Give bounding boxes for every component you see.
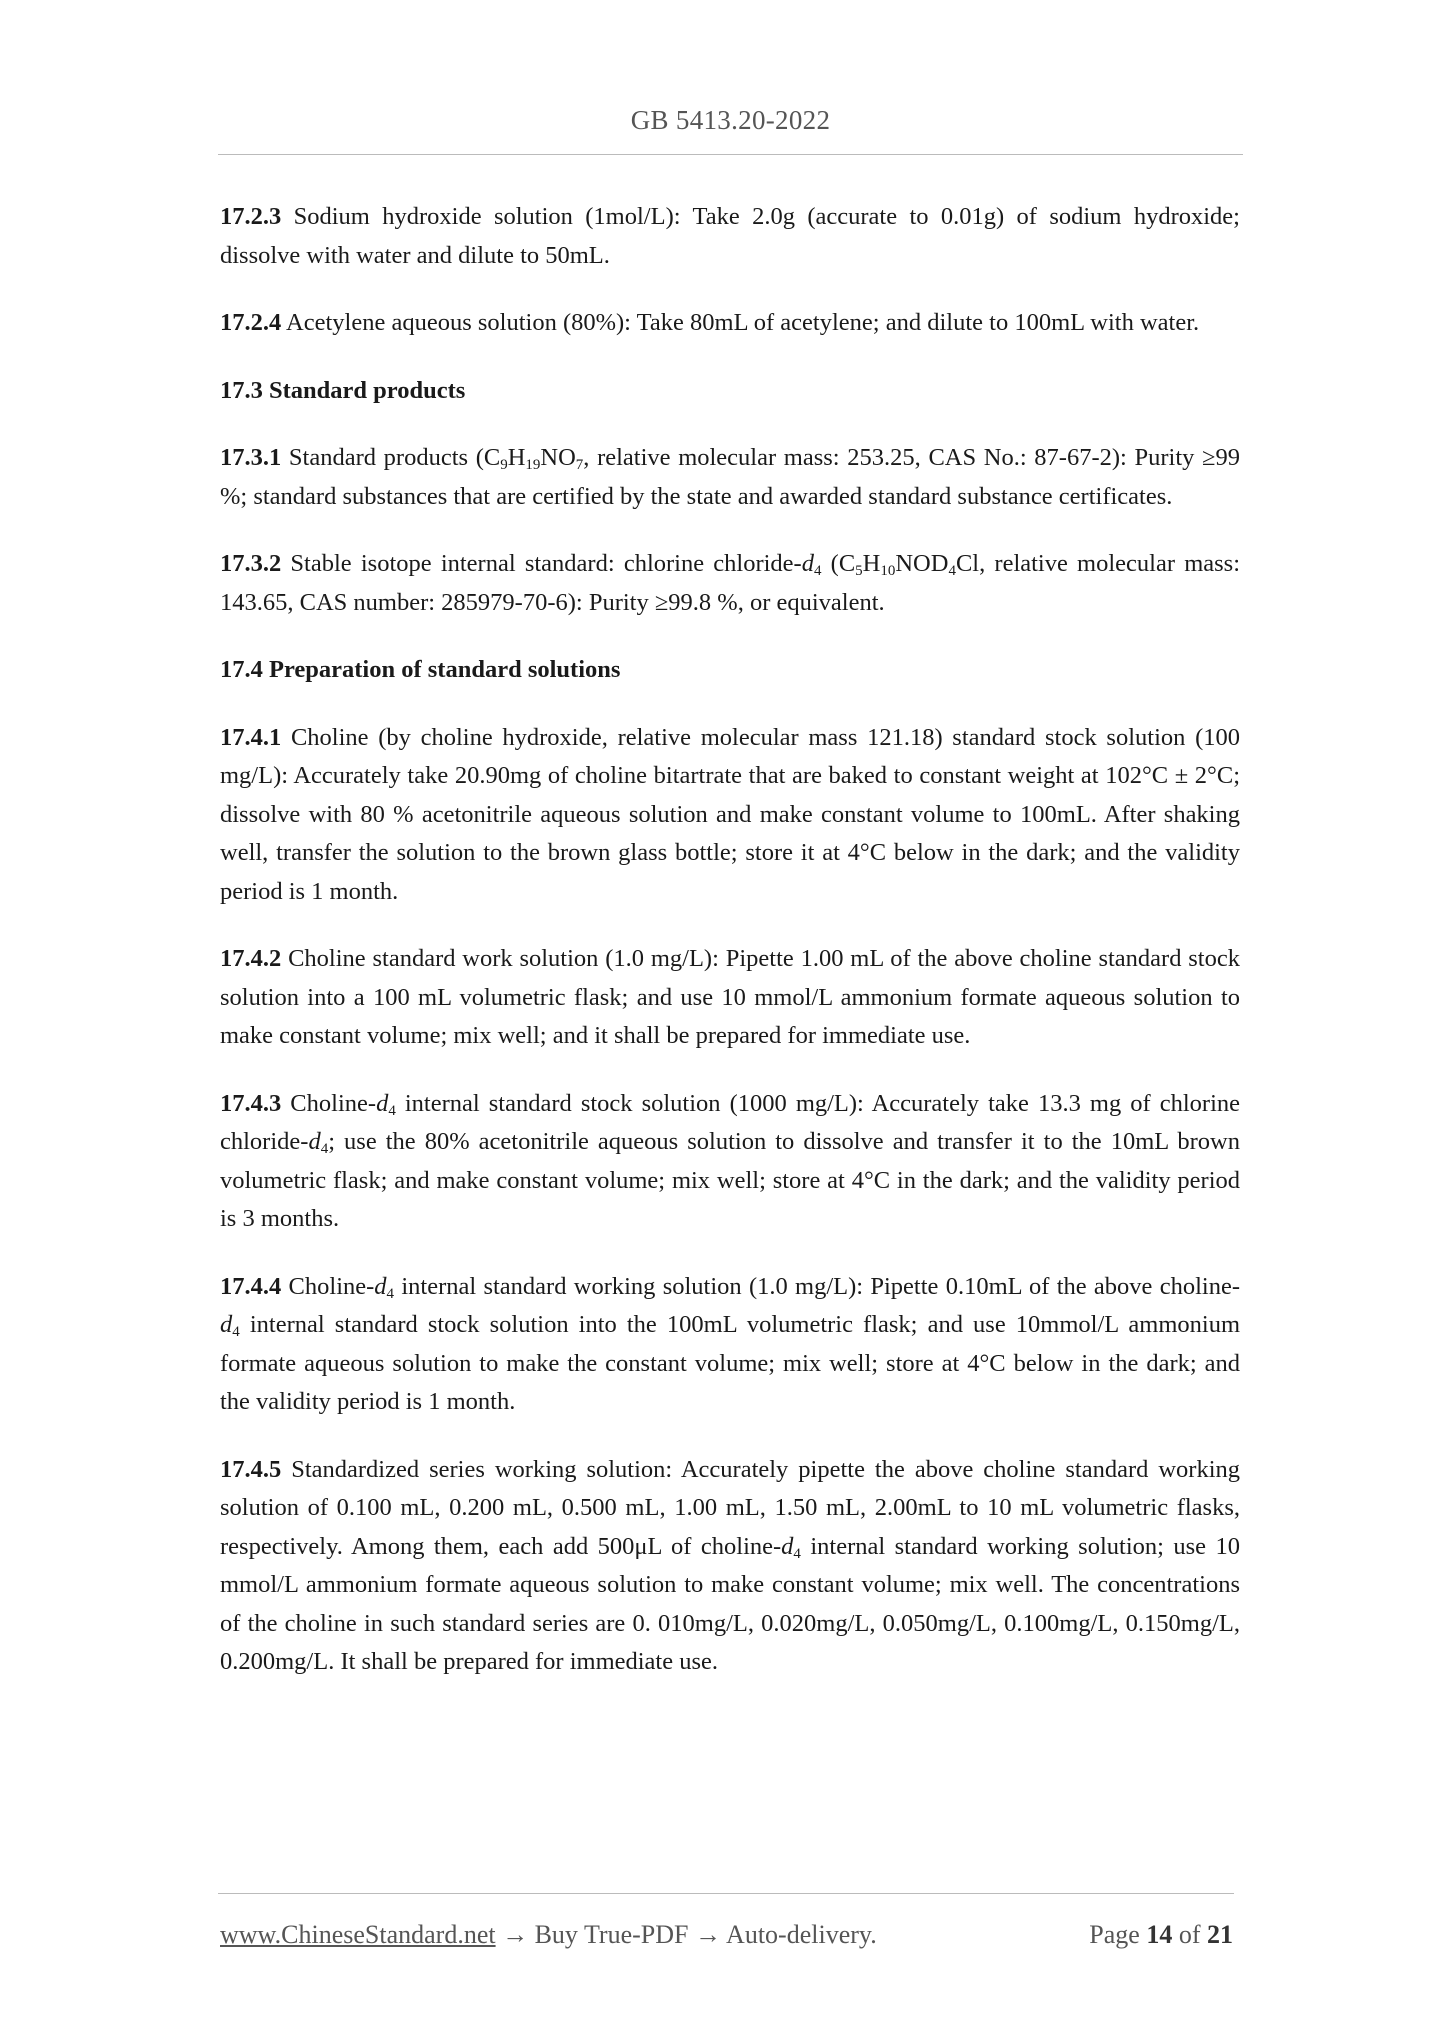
paragraph-text: Choline standard work solution (1.0 mg/L): Pipette 1.00 mL of the above choline standard stock solution into a 100 mL volumetric flask; and use 10 mmol/L ammonium formate aqueous solution to make constant volume; mix well; and it shall be prepared for immediate use. <box>220 945 1240 1049</box>
page-indicator: Page 14 of 21 <box>1089 1920 1233 1949</box>
paragraph-text: Choline (by choline hydroxide, relative molecular mass 121.18) standard stock solution (100 mg/L): Accurately take 20.90mg of choline bitartrate that are baked to constant weight at 102°C ± 2°C; dissolve with 80 % acetonitrile aqueous solution and make constant volume to 100mL. After shaking well, transfer the solution to the brown glass bottle; store it at 4°C below in the dark; and the validity period is 1 month. <box>220 723 1240 905</box>
paragraph-17-4-5: 17.4.5 Standardized series working solution: Accurately pipette the above choline standard working solution of 0.100 mL, 0.200 mL, 0.500 mL, 1.00 mL, 1.50 mL, 2.00mL to 10 mL volumetric flasks, respectively. Among them, each add 500μL of choline-$d_4$ internal standard working solution; use 10 mmol/L ammonium formate aqueous solution to make constant volume; mix well. The concentrations of the choline in such standard series are 0. 010mg/L, 0.020mg/L, 0.050mg/L, 0.100mg/L, 0.150mg/L, 0.200mg/L. It shall be prepared for immediate use. <box>220 1455 1240 1675</box>
clause-number: 17.4.1 <box>220 723 282 751</box>
section-heading-17-3: 17.3 Standard products <box>220 376 466 404</box>
header-divider <box>218 154 1243 155</box>
paragraph-17-4-3: 17.4.3 Choline-$d_4$ internal standard stock solution (1000 mg/L): Accurately take 13.3 mg of chlorine chloride-$d_4$; use the 80% acetonitrile aqueous solution to dissolve and transfer it to the 10mL brown volumetric flask; and make constant volume; mix well; store at 4°C in the dark; and the validity period is 3 months. <box>220 1089 1240 1232</box>
clause-number: 17.4.5 <box>220 1455 282 1483</box>
website-link[interactable]: www.ChineseStandard.net <box>220 1920 496 1949</box>
paragraph-17-3-2: 17.3.2 Stable isotope internal standard: chlorine chloride-$d_4$ ($C_5H_{10}NOD_4Cl$, relative molecular mass: 143.65, CAS number: 285979-70-6): Purity ≥99.8 %, or equivalent. <box>220 550 1240 616</box>
document-header: GB 5413.20-2022 <box>630 105 831 135</box>
paragraph-17-2-4 <box>220 304 1240 343</box>
clause-number: 17.2.4 <box>220 309 282 336</box>
section-heading-17-4: 17.4 Preparation of standard solutions <box>220 656 621 683</box>
paragraph-text: Sodium hydroxide solution (1mol/L): Take 2.0g (accurate to 0.01g) of sodium hydroxide; dissolve with water and dilute to 50mL. <box>220 203 1240 269</box>
paragraph-17-4-2 <box>220 940 1240 1056</box>
paragraph-17-2-3 <box>220 198 1240 275</box>
paragraph-text: Acetylene aqueous solution (80%): Take 80mL of acetylene; and dilute to 100mL with water. <box>281 309 1200 336</box>
document-body <box>220 198 1240 1711</box>
footer-left <box>220 1920 877 1950</box>
clause-number: 17.3.2 <box>220 550 282 577</box>
total-pages: 21 <box>1207 1920 1233 1949</box>
paragraph-17-4-1 <box>220 719 1240 912</box>
footer-tagline: → Buy True-PDF → Auto-delivery. <box>495 1920 877 1949</box>
clause-number: 17.4.2 <box>220 945 282 972</box>
paragraph-17-4-4: 17.4.4 Choline-$d_4$ internal standard working solution (1.0 mg/L): Pipette 0.10mL of the above choline-$d_4$ internal standard stock solution into the 100mL volumetric flask; and use 10mmol/L ammonium formate aqueous solution to make the constant volume; mix well; store at 4°C below in the dark; and the validity period is 1 month. <box>220 1272 1240 1415</box>
current-page: 14 <box>1146 1920 1173 1949</box>
clause-number: 17.3.1 <box>220 444 282 471</box>
clause-number: 17.2.3 <box>220 203 282 230</box>
paragraph-17-3-1: 17.3.1 Standard products ($C_9H_{19}NO_7$, relative molecular mass: 253.25, CAS No.: 87-67-2): Purity ≥99 %; standard substances that are certified by the state and awarded standard substance certificates. <box>220 444 1240 510</box>
clause-number: 17.4.4 <box>220 1272 282 1300</box>
clause-number: 17.4.3 <box>220 1089 282 1117</box>
footer-divider <box>218 1893 1234 1894</box>
